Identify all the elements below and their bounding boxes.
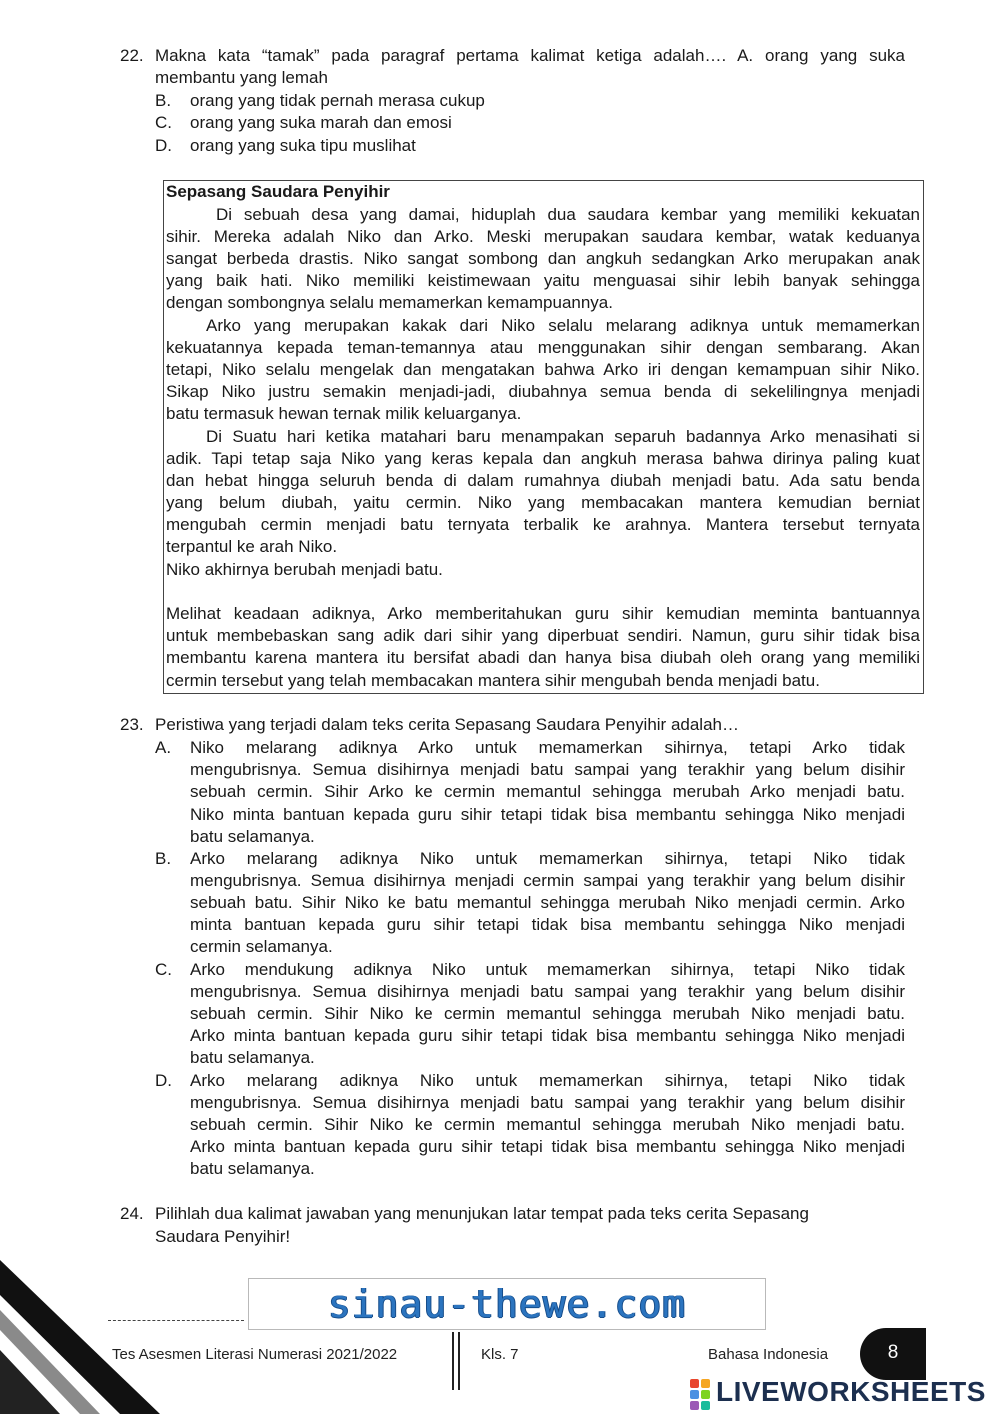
option-letter: C.: [155, 960, 172, 979]
option-line: batu selamanya.: [190, 827, 315, 846]
passage-line: untuk membebaskan sang adik dari sihir yang diperbuat sendiri. Namun, guru sihir tidak bisa: [166, 626, 920, 645]
passage-line: sangat berbeda drastis. Niko sangat sombong dan angkuh sedangkan Arko merupakan anak: [166, 249, 920, 268]
option-line: mengubrisnya. Semua disihirnya menjadi batu sampai yang terakhir yang belum disihir: [190, 1093, 905, 1112]
footer-dashed-line: [108, 1320, 244, 1321]
passage-line: yang belum diubah, yaitu cermin. Niko yang membacakan mantera kemudian berniat: [166, 493, 920, 512]
option-line: minta bantuan kepada guru sihir tetapi tidak bisa membantu sehingga Niko menjadi: [190, 915, 905, 934]
liveworksheets-logo-icon: [690, 1379, 712, 1409]
question-number: 23.: [120, 715, 144, 734]
footer-grade: Kls. 7: [481, 1346, 519, 1363]
option-line: Arko minta bantuan kepada guru sihir tetapi tidak bisa membantu sehingga Niko menjadi: [190, 1026, 905, 1045]
option-text: orang yang tidak pernah merasa cukup: [190, 91, 485, 110]
passage-line: adik. Tapi tetap saja Niko yang keras kepala dan angkuh merasa bahwa dirinya paling kuat: [166, 449, 920, 468]
liveworksheets-brand[interactable]: [690, 1374, 995, 1408]
passage-line: Sikap Niko justru semakin menjadi-jadi, diubahnya semua benda di sekelilingnya menjadi: [166, 382, 920, 401]
footer-subject: Bahasa Indonesia: [708, 1346, 829, 1363]
option-line: batu selamanya.: [190, 1159, 315, 1178]
question-text: Peristiwa yang terjadi dalam teks cerita Sepasang Saudara Penyihir adalah…: [155, 715, 739, 734]
option-line: Niko melarang adiknya Arko untuk memamerkan sihirnya, tetapi Arko tidak: [190, 738, 905, 757]
option-line: mengubrisnya. Semua disihirnya menjadi batu sampai yang terakhir yang belum disihir: [190, 760, 905, 779]
option-letter: D.: [155, 136, 172, 155]
option-line: sebuah cermin. Sihir Arko ke cermin memantul sehingga merubah Arko menjadi batu.: [190, 782, 905, 801]
footer-divider: [452, 1332, 454, 1390]
watermark-box: [248, 1278, 766, 1330]
page-number: 8: [887, 1342, 899, 1363]
passage-line: kekuatannya kepada teman-temannya atau menggunakan sihir dengan sembarang. Akan: [166, 338, 920, 357]
page-number-badge: [860, 1328, 926, 1380]
option-letter: A.: [155, 738, 172, 757]
question-text: Makna kata “tamak” pada paragraf pertama kalimat ketiga adalah…. A. orang yang suka: [155, 46, 905, 65]
passage-line: mengubah cermin menjadi batu ternyata terbalik ke arahnya. Mantera tersebut ternyata: [166, 515, 920, 534]
option-line: sebuah batu. Sihir Niko ke batu memantul sehingga merubah Niko menjadi cermin. Arko: [190, 893, 905, 912]
brand-text: LIVEWORKSHEETS: [716, 1376, 986, 1407]
option-line: Arko minta bantuan kepada guru sihir tetapi tidak bisa membantu sehingga Niko menjadi: [190, 1137, 905, 1156]
passage-line: yang baik hati. Niko memiliki keistimewaan yaitu menguasai sihir lebih banyak sehingga: [166, 271, 920, 290]
question-number: 24.: [120, 1204, 144, 1223]
option-text: orang yang suka tipu muslihat: [190, 136, 416, 155]
passage-title: Sepasang Saudara Penyihir: [166, 182, 390, 201]
footer-test-name: Tes Asesmen Literasi Numerasi 2021/2022: [112, 1346, 398, 1363]
passage-line: Arko yang merupakan kakak dari Niko selalu melarang adiknya untuk memamerkan: [206, 316, 920, 335]
option-letter: B.: [155, 91, 172, 110]
question-text: membantu yang lemah: [155, 68, 328, 87]
passage-line: cermin tersebut yang telah membacakan mantera sihir mengubah benda menjadi batu.: [166, 671, 820, 690]
option-line: sebuah cermin. Sihir Niko ke cermin memantul sehingga merubah Niko menjadi batu.: [190, 1004, 905, 1023]
passage-line: terpantul ke arah Niko.: [166, 537, 338, 556]
passage-line: Di Suatu hari ketika matahari baru menampakan separuh badannya Arko menasihati si: [206, 427, 920, 446]
passage-line: membantu karena mantera itu bersifat abadi dan hanya bisa diubah oleh orang yang memiliki: [166, 648, 920, 667]
option-line: mengubrisnya. Semua disihirnya menjadi batu sampai yang terakhir yang belum disihir: [190, 982, 905, 1001]
option-line: Arko melarang adiknya Niko untuk memamerkan sihirnya, tetapi Niko tidak: [190, 849, 905, 868]
passage-line: Niko akhirnya berubah menjadi batu.: [166, 560, 443, 579]
question-text: Pilihlah dua kalimat jawaban yang menunjukan latar tempat pada teks cerita Sepasang: [155, 1204, 809, 1223]
corner-decoration: [0, 1255, 200, 1414]
option-text: orang yang suka marah dan emosi: [190, 113, 452, 132]
question-number: 22.: [120, 46, 144, 65]
watermark-text: sinau-thewe.com: [327, 1282, 687, 1326]
passage-line: dengan sombongnya selalu memamerkan kemampuannya.: [166, 293, 613, 312]
option-letter: B.: [155, 849, 172, 868]
option-line: batu selamanya.: [190, 1048, 315, 1067]
passage-line: tetapi, Niko selalu mengelak dan mengatakan bahwa Arko iri dengan kemampuan sihir Niko.: [166, 360, 920, 379]
passage-line: Di sebuah desa yang damai, hiduplah dua saudara kembar yang memiliki kekuatan: [216, 205, 920, 224]
option-line: Arko mendukung adiknya Niko untuk memamerkan sihirnya, tetapi Niko tidak: [190, 960, 905, 979]
passage-line: dan hebat hingga seluruh benda di dalam rumahnya diubah menjadi batu. Ada satu benda: [166, 471, 920, 490]
footer-divider: [458, 1332, 460, 1390]
option-letter: C.: [155, 113, 172, 132]
option-line: cermin selamanya.: [190, 937, 333, 956]
option-line: sebuah cermin. Sihir Niko ke cermin memantul sehingga merubah Niko menjadi batu.: [190, 1115, 905, 1134]
question-text: Saudara Penyihir!: [155, 1227, 291, 1246]
passage-line: batu termasuk hewan ternak milik keluarganya.: [166, 404, 522, 423]
passage-line: sihir. Mereka adalah Niko dan Arko. Meski merupakan saudara kembar, watak keduanya: [166, 227, 920, 246]
passage-line: Melihat keadaan adiknya, Arko memberitahukan guru sihir kemudian meminta bantuannya: [166, 604, 920, 623]
option-letter: D.: [155, 1071, 172, 1090]
option-line: Arko melarang adiknya Niko untuk memamerkan sihirnya, tetapi Niko tidak: [190, 1071, 905, 1090]
option-line: mengubrisnya. Semua disihirnya menjadi cermin sampai yang terakhir yang belum disihir: [190, 871, 905, 890]
option-line: Niko minta bantuan kepada guru sihir tetapi tidak bisa membantu sehingga Niko menjadi: [190, 805, 905, 824]
